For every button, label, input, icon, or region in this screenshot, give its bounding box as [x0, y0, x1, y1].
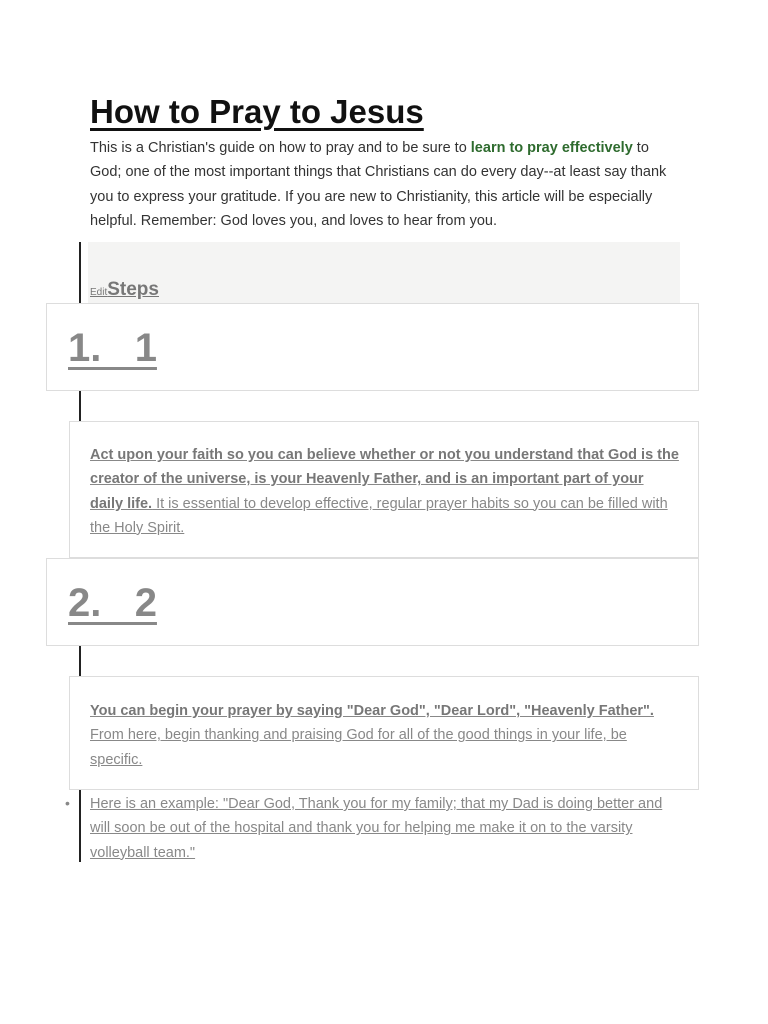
article-title: How to Pray to Jesus [90, 93, 424, 130]
step-bold-2: You can begin your prayer by saying "Dear God", "Dear Lord", "Heavenly Father". [90, 703, 654, 719]
step-number-1[interactable]: 1. 1 [68, 326, 157, 370]
steps-heading [90, 279, 159, 301]
step-text-2[interactable] [90, 699, 680, 772]
step-rest-2: From here, begin thanking and praising God for all of the good things in your life, be specific. [90, 727, 627, 768]
steps-title[interactable]: Steps [107, 279, 159, 300]
step-number-2[interactable]: 2. 2 [68, 581, 157, 625]
step-bold-1: Act upon your faith so you can believe whether or not you understand that God is the creator of the universe, is your Heavenly Father, and is an important part of your daily life. [90, 447, 679, 512]
intro-paragraph [90, 136, 680, 233]
intro-text-before: This is a Christian's guide on how to pray and to be sure to [90, 140, 471, 156]
steps-header-band [88, 242, 680, 304]
bullet-text[interactable]: Here is an example: "Dear God, Thank you for my family; that my Dad is doing better and will soon be out of the hospital and thank you for helping me make it on to the varsity volleyball team." [90, 796, 663, 861]
bullet-icon: • [65, 795, 70, 811]
step-text-1[interactable] [90, 443, 680, 540]
step-rest-1: It is essential to develop effective, regular prayer habits so you can be filled with the Holy Spirit. [90, 495, 668, 536]
intro-text-after: to God; one of the most important things that Christians can do every day--at least say thank you to express your gratitude. If you are new to Christianity, this article will be especially helpful. Remember: God loves you, and loves to hear from you. [90, 140, 667, 229]
edit-link[interactable]: Edit [90, 287, 108, 298]
learn-to-pray-link[interactable]: learn to pray effectively [470, 140, 633, 156]
